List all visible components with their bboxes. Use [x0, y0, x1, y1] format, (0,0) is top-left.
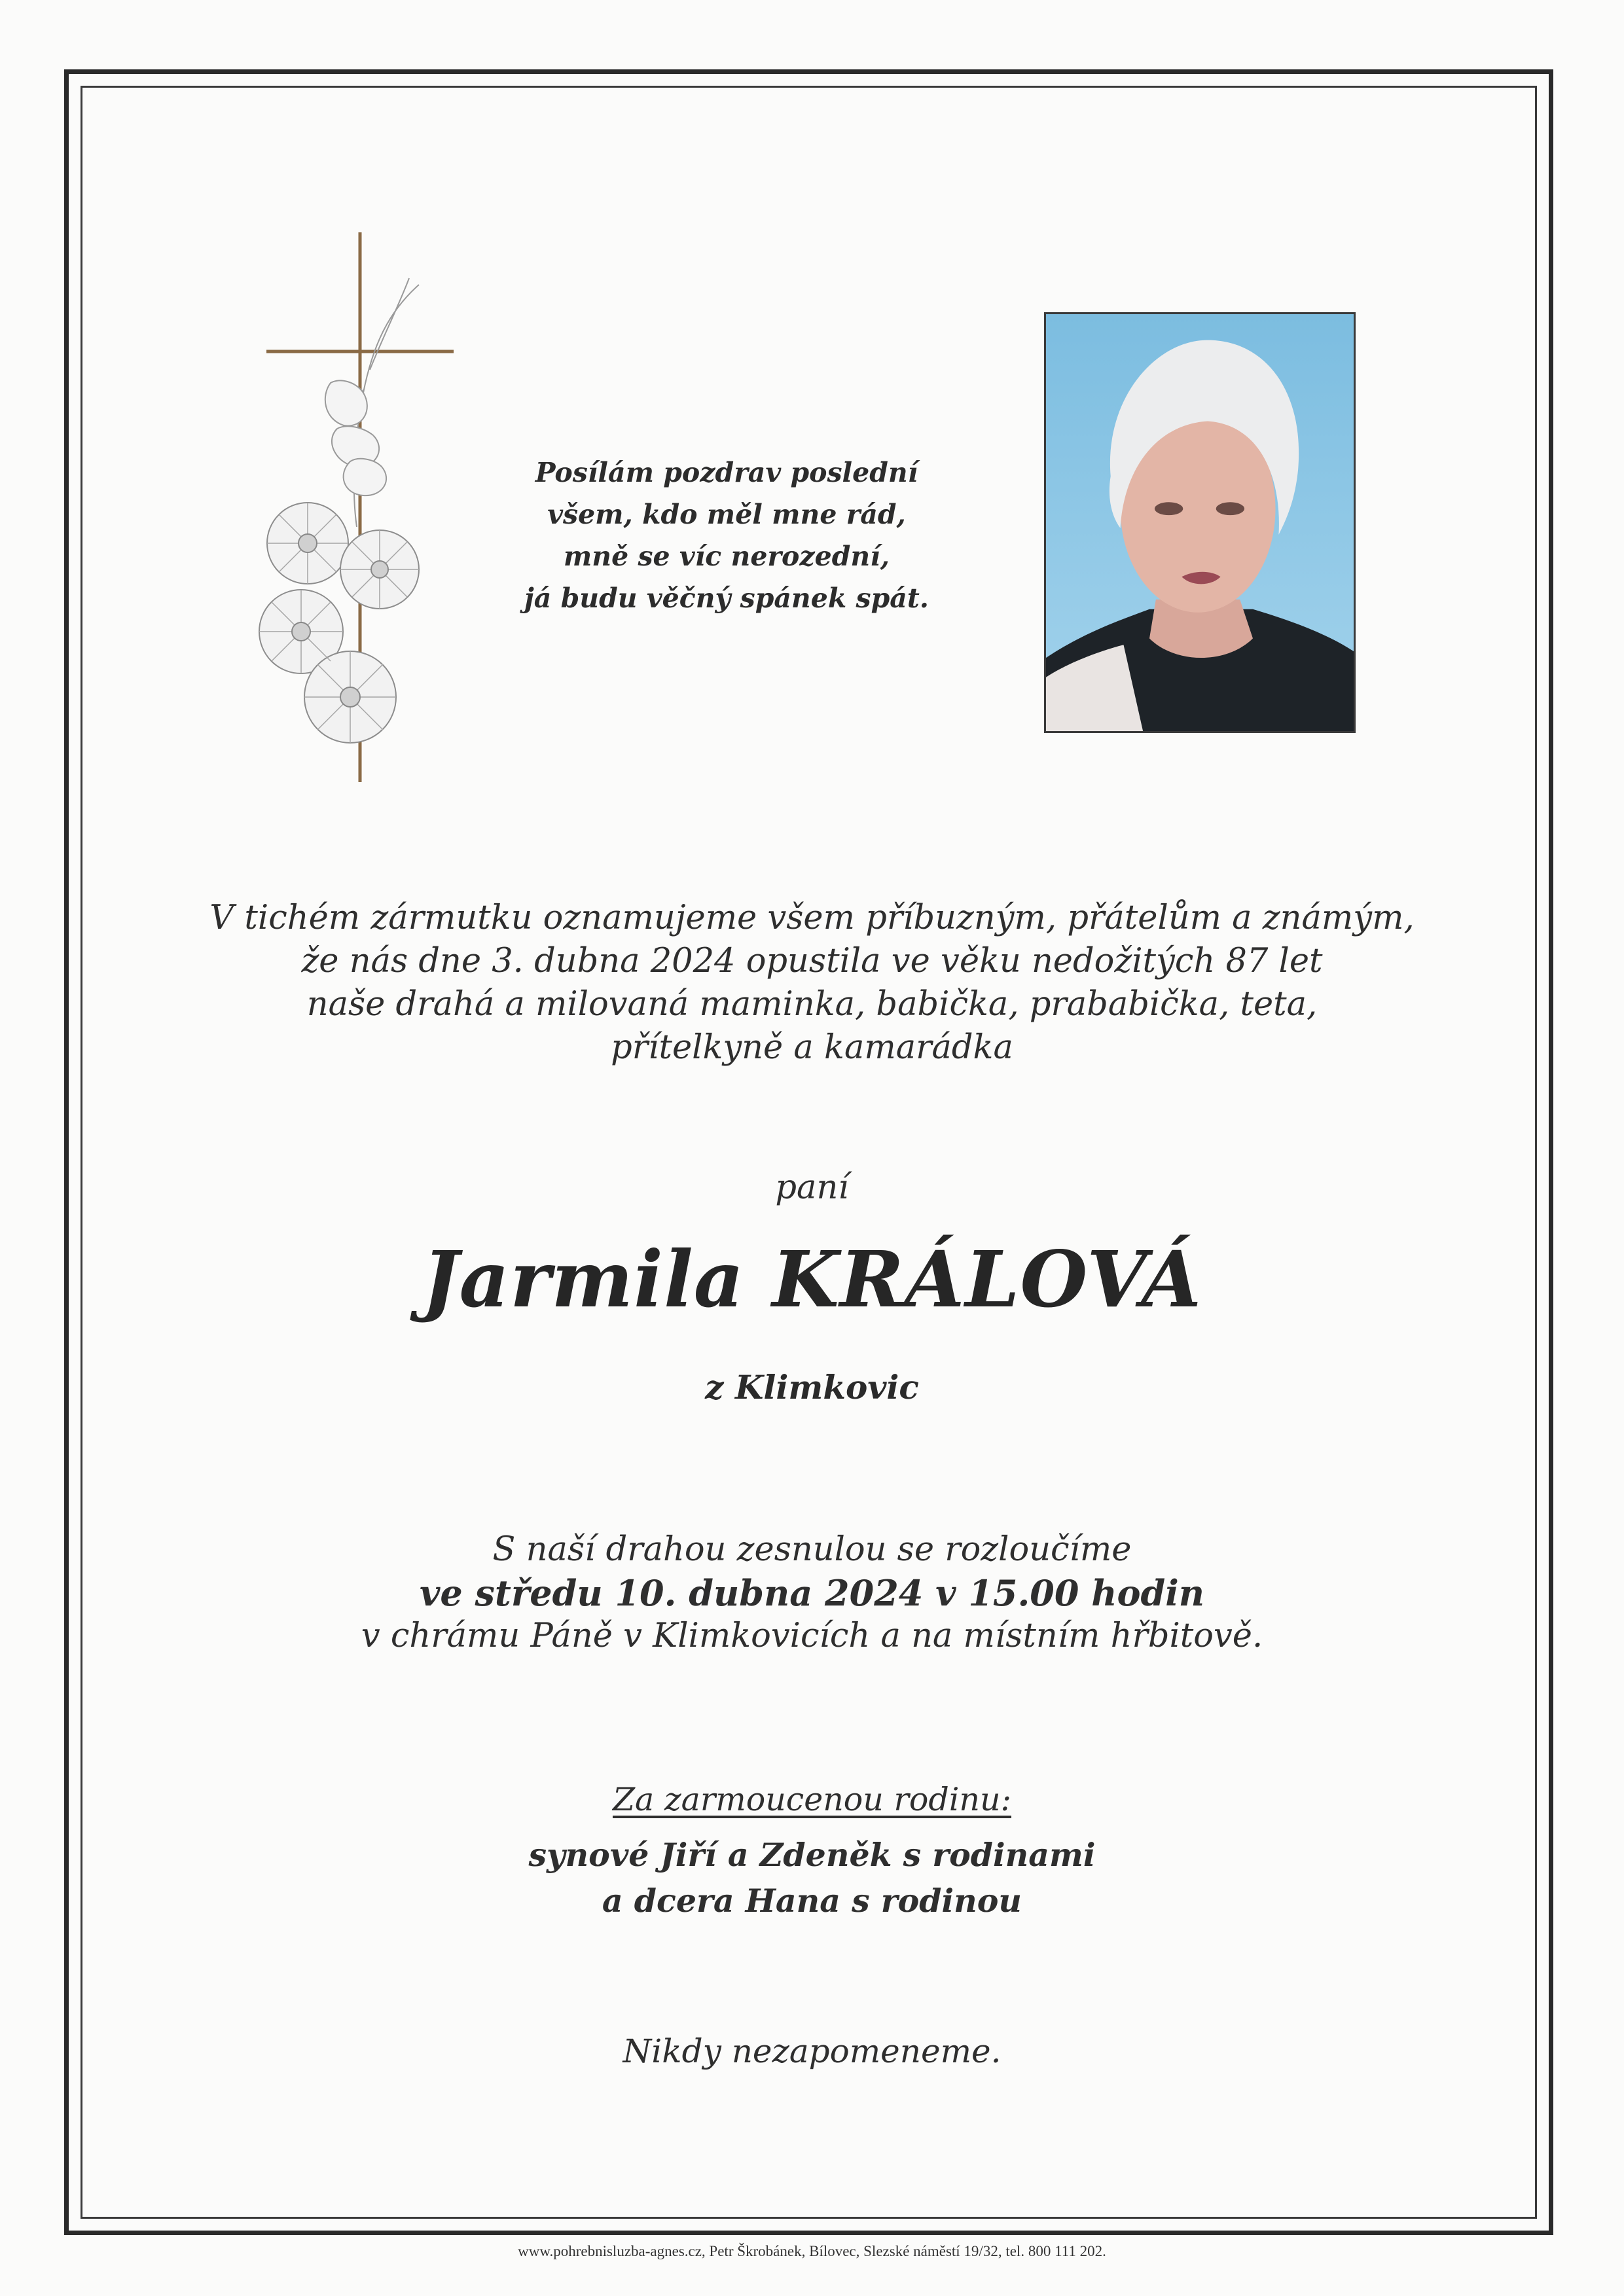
family-signature — [65, 1777, 1559, 1924]
announcement-line: V tichém zármutku oznamujeme všem příbuzným, přátelům a známým, — [209, 899, 1415, 937]
funeral-place: v chrámu Páně v Klimkovicích a na místním hřbitově. — [361, 1617, 1263, 1655]
deceased-origin: z Klimkovic — [705, 1368, 919, 1407]
announcement-text — [65, 897, 1559, 1069]
farewell-intro: S naší drahou zesnulou se rozloučíme — [492, 1530, 1132, 1569]
funeral-datetime: ve středu 10. dubna 2024 v 15.00 hodin — [419, 1572, 1205, 1614]
poem — [497, 452, 956, 619]
honorific: paní — [775, 1168, 849, 1207]
poem-line: já budu věčný spánek spát. — [524, 583, 929, 614]
announcement-line: že nás dne 3. dubna 2024 opustila ve věku nedožitých 87 let — [301, 942, 1323, 980]
funeral-details — [65, 1528, 1559, 1658]
poem-line: všem, kdo měl mne rád, — [547, 499, 906, 530]
footer-contact: www.pohrebnisluzba-agnes.cz, Petr Škrobánek, Bílovec, Slezské náměstí 19/32, tel. 800 111 202. — [518, 2243, 1106, 2259]
announcement-line: přítelkyně a kamarádka — [611, 1028, 1013, 1067]
portrait-photo — [1044, 312, 1356, 733]
family-line: a dcera Hana s rodinou — [602, 1882, 1022, 1920]
poem-line: mně se víc nerozední, — [563, 541, 890, 572]
cross-with-flowers-icon — [259, 232, 468, 782]
poem-line: Posílám pozdrav poslední — [535, 457, 918, 488]
deceased-name: Jarmila KRÁLOVÁ — [422, 1234, 1202, 1325]
family-heading: Za zarmoucenou rodinu: — [612, 1781, 1012, 1818]
family-line: synové Jiří a Zdeněk s rodinami — [528, 1836, 1096, 1874]
announcement-line: naše drahá a milovaná maminka, babička, prababička, teta, — [306, 985, 1318, 1024]
closing-line: Nikdy nezapomeneme. — [623, 2032, 1001, 2070]
